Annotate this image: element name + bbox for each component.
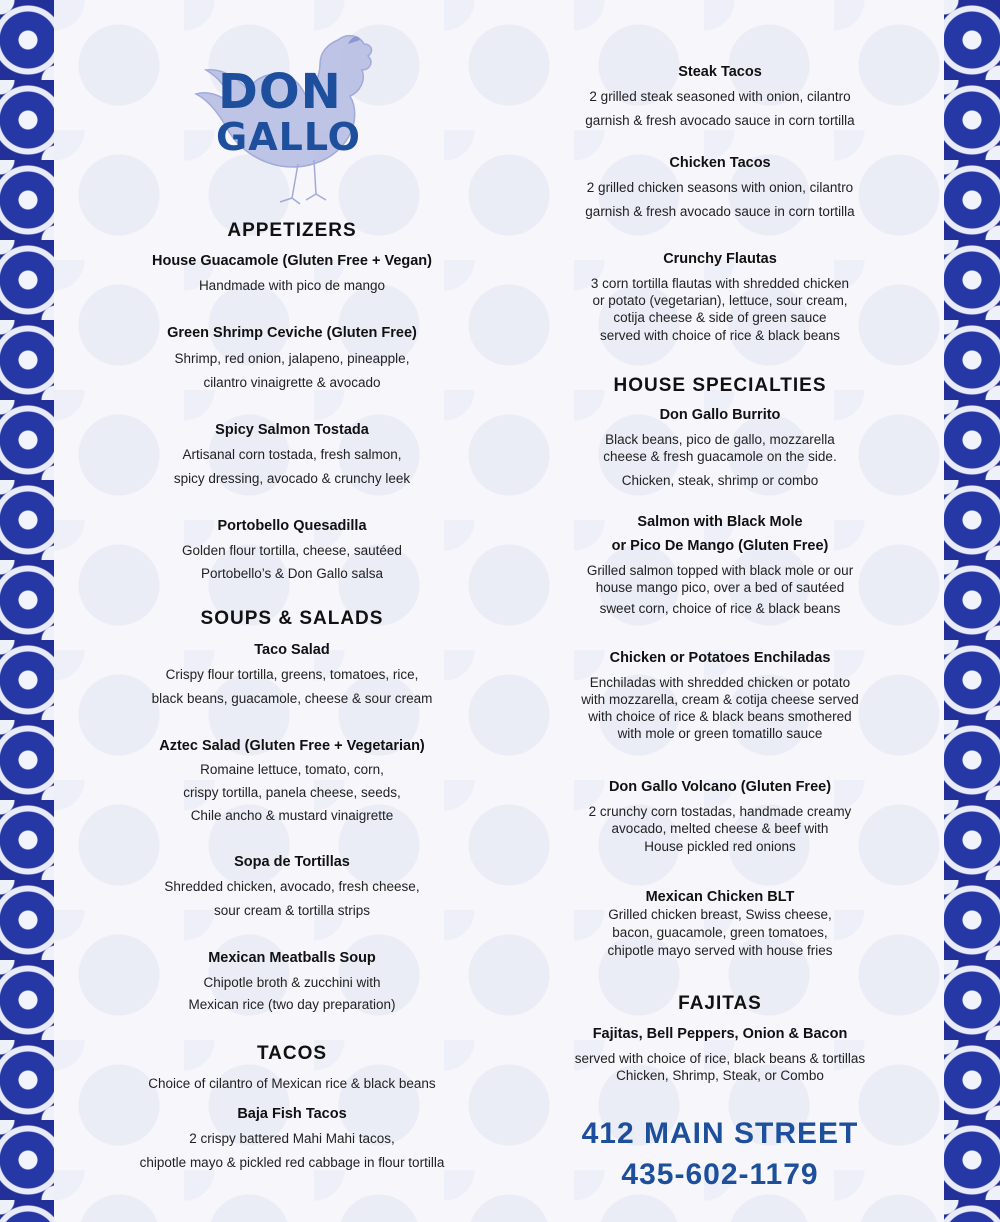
menu-item-name: Spicy Salmon Tostada xyxy=(215,422,369,438)
menu-item-desc: served with choice of rice, black beans & tortillas xyxy=(574,1051,866,1066)
menu-item-desc: spicy dressing, avocado & crunchy leek xyxy=(173,471,411,486)
menu-item-desc: cotija cheese & side of green sauce xyxy=(613,310,827,325)
menu-item-desc: house mango pico, over a bed of sautéed xyxy=(595,580,845,595)
menu-item-desc: Shredded chicken, avocado, fresh cheese, xyxy=(164,879,420,894)
logo-line-2: GALLO xyxy=(216,115,361,159)
menu-item-desc: Artisanal corn tostada, fresh salmon, xyxy=(182,447,402,462)
menu-item-desc: bacon, guacamole, green tomatoes, xyxy=(612,925,828,940)
section-title-house-specialties: HOUSE SPECIALTIES xyxy=(613,375,827,396)
menu-item-desc: Romaine lettuce, tomato, corn, xyxy=(200,762,384,777)
menu-item-desc: Grilled salmon topped with black mole or our xyxy=(586,563,854,578)
tile-border-left xyxy=(0,0,54,1222)
menu-item-desc: Crispy flour tortilla, greens, tomatoes, rice, xyxy=(165,667,419,682)
section-title-soups-salads: SOUPS & SALADS xyxy=(200,608,384,629)
menu-item-desc: black beans, guacamole, cheese & sour cream xyxy=(151,691,433,706)
menu-item-desc: Enchiladas with shredded chicken or potato xyxy=(589,675,851,690)
menu-item-desc: 2 grilled steak seasoned with onion, cilantro xyxy=(589,89,851,104)
menu-item-name: Steak Tacos xyxy=(678,64,762,80)
menu-item-desc: garnish & fresh avocado sauce in corn tortilla xyxy=(585,113,855,128)
menu-item-desc: cilantro vinaigrette & avocado xyxy=(203,375,381,390)
menu-item-desc: Grilled chicken breast, Swiss cheese, xyxy=(608,907,832,922)
menu-item-name: Chicken or Potatoes Enchiladas xyxy=(609,650,831,666)
menu-item-desc: Golden flour tortilla, cheese, sautéed xyxy=(182,543,402,558)
menu-item-desc: Portobello’s & Don Gallo salsa xyxy=(200,566,384,581)
section-title-fajitas: FAJITAS xyxy=(678,993,762,1014)
menu-item-name: Chicken Tacos xyxy=(669,155,771,171)
tile-border-right xyxy=(944,0,1000,1222)
menu-item-desc: chipotle mayo & pickled red cabbage in flour tortilla xyxy=(139,1155,445,1170)
menu-item-name: Green Shrimp Ceviche (Gluten Free) xyxy=(167,325,417,341)
menu-item-name: Fajitas, Bell Peppers, Onion & Bacon xyxy=(592,1026,848,1042)
menu-item-name: Crunchy Flautas xyxy=(663,251,777,267)
menu-item-name: Baja Fish Tacos xyxy=(237,1106,347,1122)
menu-item-desc: garnish & fresh avocado sauce in corn tortilla xyxy=(585,204,855,219)
menu-item-desc: cheese & fresh guacamole on the side. xyxy=(603,449,837,464)
menu-item-name: Mexican Chicken BLT xyxy=(645,889,795,905)
menu-item-name: Aztec Salad (Gluten Free + Vegetarian) xyxy=(159,738,425,754)
menu-item-desc: Chile ancho & mustard vinaigrette xyxy=(190,808,394,823)
menu-item-name: Taco Salad xyxy=(254,642,330,658)
menu-item-desc: Mexican rice (two day preparation) xyxy=(188,997,396,1012)
menu-item-desc: Chicken, steak, shrimp or combo xyxy=(621,473,819,488)
menu-item-desc: 3 corn tortilla flautas with shredded chicken xyxy=(590,276,850,291)
address: 412 MAIN STREET xyxy=(581,1117,859,1150)
menu-item-desc: 2 crunchy corn tostadas, handmade creamy xyxy=(588,804,852,819)
menu-item-desc: Shrimp, red onion, jalapeno, pineapple, xyxy=(174,351,410,366)
menu-item-desc: chipotle mayo served with house fries xyxy=(607,943,833,958)
menu-item-desc: 2 grilled chicken seasons with onion, cilantro xyxy=(586,180,854,195)
section-note: Choice of cilantro of Mexican rice & black beans xyxy=(148,1076,436,1091)
phone-number: 435-602-1179 xyxy=(621,1158,819,1191)
menu-item-name: Salmon with Black Mole xyxy=(637,514,803,530)
menu-item-desc: Chicken, Shrimp, Steak, or Combo xyxy=(616,1068,824,1083)
menu-item-desc: 2 crispy battered Mahi Mahi tacos, xyxy=(189,1131,395,1146)
menu-item-desc: crispy tortilla, panela cheese, seeds, xyxy=(183,785,401,800)
menu-item-name: Don Gallo Volcano (Gluten Free) xyxy=(608,779,832,795)
menu-item-name: Don Gallo Burrito xyxy=(659,407,781,423)
menu-item-desc: Black beans, pico de gallo, mozzarella xyxy=(605,432,835,447)
menu-item-desc: House pickled red onions xyxy=(644,839,796,854)
menu-item-desc: with choice of rice & black beans smothered xyxy=(588,709,852,724)
menu-item-name: Sopa de Tortillas xyxy=(234,854,350,870)
menu-item-desc: avocado, melted cheese & beef with xyxy=(611,821,829,836)
menu-item-name: Portobello Quesadilla xyxy=(217,518,367,534)
section-title-tacos: TACOS xyxy=(256,1043,328,1064)
menu-item-desc: with mozzarella, cream & cotija cheese served xyxy=(581,692,859,707)
menu-item-name: or Pico De Mango (Gluten Free) xyxy=(611,538,829,554)
menu-item-desc: served with choice of rice & black beans xyxy=(599,328,841,343)
menu-item-desc: with mole or green tomatillo sauce xyxy=(617,726,823,741)
logo-line-1: DON xyxy=(218,64,342,120)
menu-item-name: House Guacamole (Gluten Free + Vegan) xyxy=(151,253,432,269)
menu-item-name: Mexican Meatballs Soup xyxy=(208,950,376,966)
menu-item-desc: Handmade with pico de mango xyxy=(198,278,386,293)
logo xyxy=(188,30,388,208)
section-title-appetizers: APPETIZERS xyxy=(227,220,357,241)
menu-item-desc: sour cream & tortilla strips xyxy=(213,903,371,918)
menu-item-desc: sweet corn, choice of rice & black beans xyxy=(599,601,841,616)
menu-item-desc: Chipotle broth & zucchini with xyxy=(203,975,381,990)
menu-item-desc: or potato (vegetarian), lettuce, sour cream, xyxy=(592,293,848,308)
